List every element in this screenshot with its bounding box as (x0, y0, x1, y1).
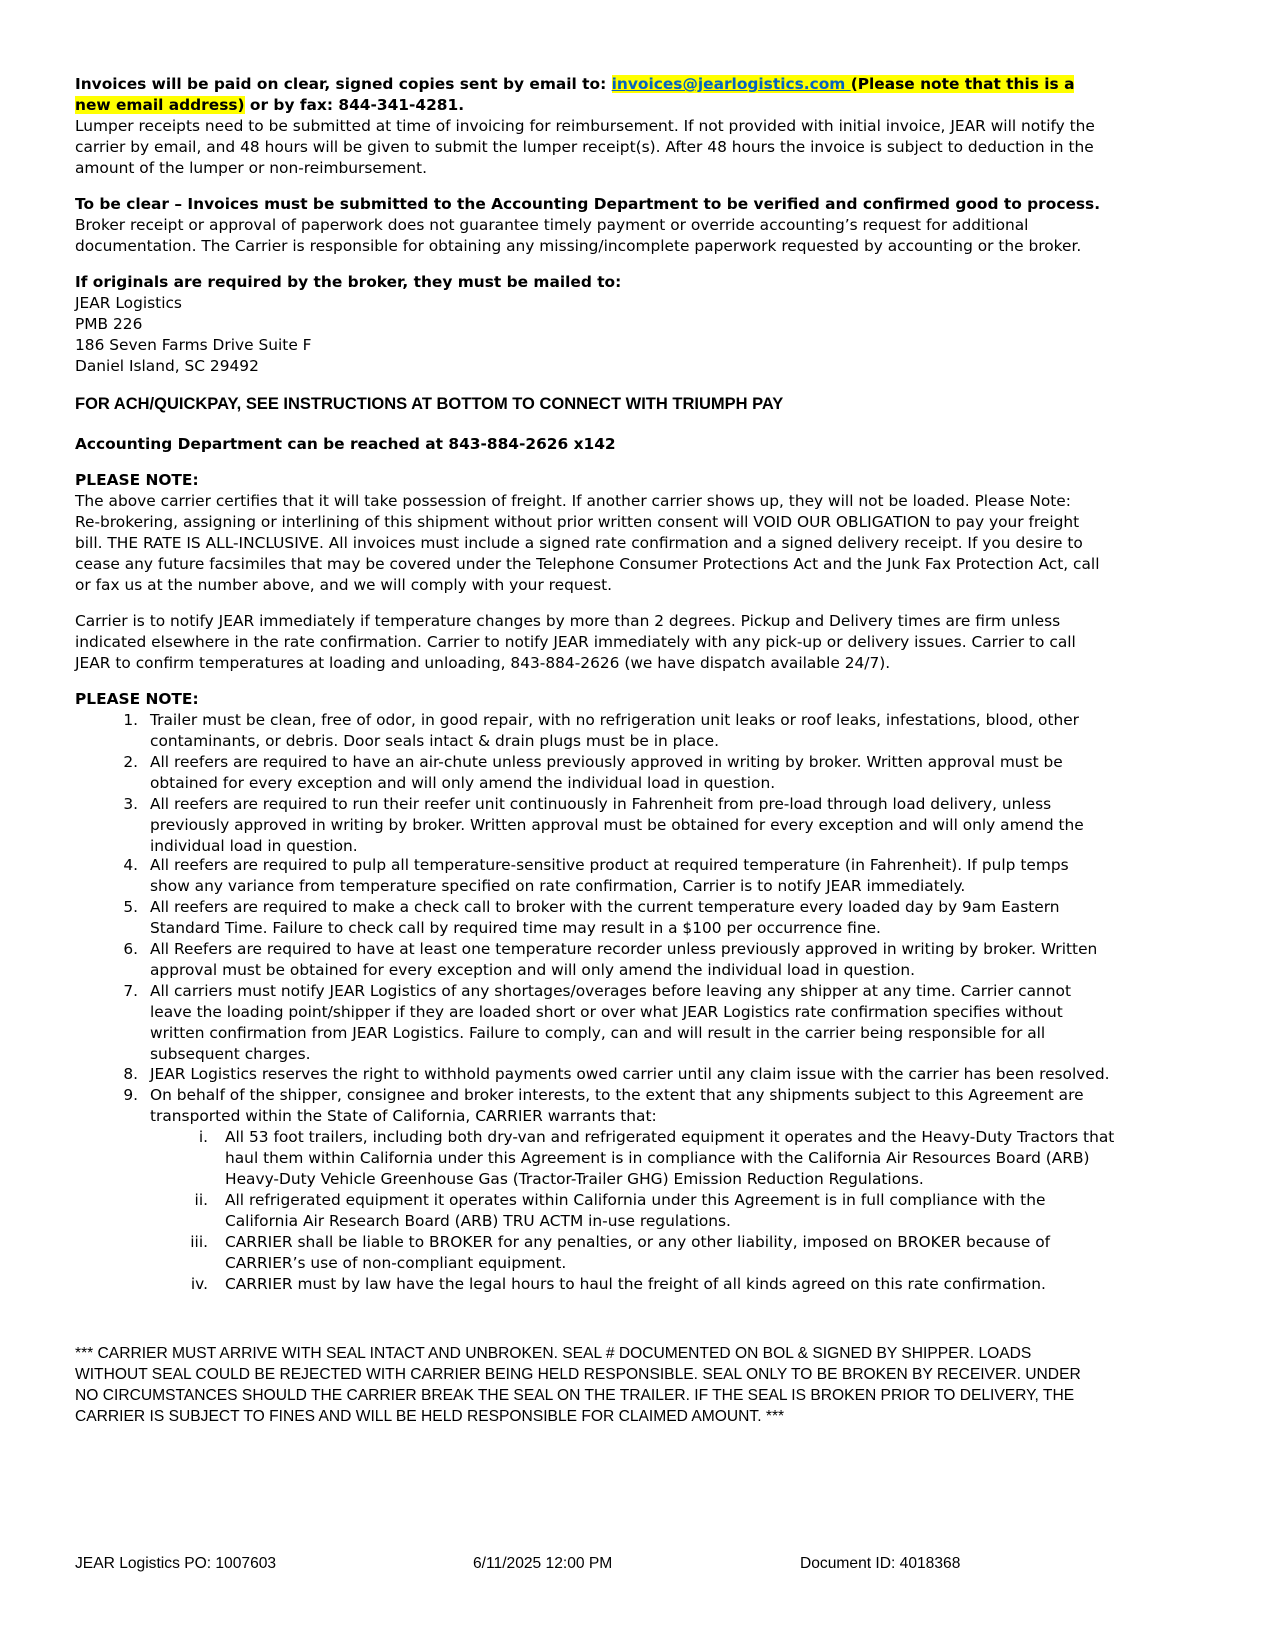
sub-item-line: haul them within California under this Agreement is in compliance with the California Air Resources Board (ARB) (225, 1149, 1090, 1167)
invoice-line-1 (75, 73, 1074, 95)
invoice-lead: Invoices will be paid on clear, signed copies sent by email to: (75, 75, 612, 93)
list-number: 1. (123, 711, 138, 729)
sub-item-line: California Air Research Board (ARB) TRU ACTM in-use regulations. (225, 1212, 731, 1230)
seal-notice-line: CARRIER IS SUBJECT TO FINES AND WILL BE HELD RESPONSIBLE FOR CLAIMED AMOUNT. *** (75, 1408, 785, 1425)
note-line: cease any future facsimiles that may be covered under the Telephone Consumer Protections Act and the Junk Fax Protection Act, call (75, 555, 1100, 573)
lumper-line: carrier by email, and 48 hours will be given to submit the lumper receipt(s). After 48 hours the invoice is subject to deduction in the (75, 138, 1094, 156)
list-item-line: contaminants, or debris. Door seals intact & drain plugs must be in place. (150, 732, 719, 750)
footer-datetime: 6/11/2025 12:00 PM (473, 1555, 613, 1572)
invoice-line-2 (75, 94, 464, 116)
sub-item-line: All refrigerated equipment it operates within California under this Agreement is in full compliance with the (225, 1191, 1046, 1209)
roman-number: iii. (190, 1233, 208, 1251)
temperature-line: Carrier is to notify JEAR immediately if temperature changes by more than 2 degrees. Pickup and Delivery times are firm unless (75, 612, 1061, 630)
temperature-line: JEAR to confirm temperatures at loading and unloading, 843-884-2626 (we have dispatch available 24/7). (75, 654, 891, 672)
lumper-line: Lumper receipts need to be submitted at time of invoicing for reimbursement. If not provided with initial invoice, JEAR will notify the (75, 117, 1095, 135)
list-number: 9. (123, 1086, 138, 1104)
lumper-line: amount of the lumper or non-reimbursement. (75, 159, 427, 177)
list-item-line: All reefers are required to make a check call to broker with the current temperature every loaded day by 9am Eastern (150, 898, 1060, 916)
clear-heading: To be clear – Invoices must be submitted to the Accounting Department to be verified and confirmed good to process. (75, 195, 1101, 213)
clear-line: Broker receipt or approval of paperwork does not guarantee timely payment or override accounting’s request for additional (75, 216, 1029, 234)
list-number: 6. (123, 940, 138, 958)
list-item-line: All reefers are required to run their reefer unit continuously in Fahrenheit from pre-load through load delivery, unless (150, 795, 1052, 813)
list-item-line: show any variance from temperature specified on rate confirmation, Carrier is to notify JEAR immediately. (150, 877, 966, 895)
invoice-note-b: new email address) (75, 96, 245, 114)
roman-number: iv. (190, 1275, 208, 1293)
list-item-line: JEAR Logistics reserves the right to withhold payments owed carrier until any claim issue with the carrier has been resolved. (150, 1065, 1110, 1083)
list-item-line: individual load in question. (150, 837, 358, 855)
please-note-heading: PLEASE NOTE: (75, 690, 199, 708)
list-item-line: approval must be obtained for every exception and will only amend the individual load in question. (150, 961, 915, 979)
please-note-heading: PLEASE NOTE: (75, 471, 199, 489)
address-line: 186 Seven Farms Drive Suite F (75, 336, 312, 354)
roman-number: ii. (194, 1191, 208, 1209)
list-item-line: Standard Time. Failure to check call by required time may result in a $100 per occurrence fine. (150, 919, 881, 937)
list-number: 5. (123, 898, 138, 916)
originals-heading: If originals are required by the broker, they must be mailed to: (75, 273, 622, 291)
ach-instruction: FOR ACH/QUICKPAY, SEE INSTRUCTIONS AT BOTTOM TO CONNECT WITH TRIUMPH PAY (75, 395, 784, 413)
sub-item-line: Heavy-Duty Vehicle Greenhouse Gas (Tractor-Trailer GHG) Emission Reduction Regulations. (225, 1170, 924, 1188)
address-line: PMB 226 (75, 315, 143, 333)
list-item-line: obtained for every exception and will only amend the individual load in question. (150, 774, 776, 792)
footer-po: JEAR Logistics PO: 1007603 (75, 1555, 277, 1572)
list-item-line: All carriers must notify JEAR Logistics of any shortages/overages before leaving any shipper at any time. Carrier cannot (150, 982, 1071, 1000)
list-item-line: All reefers are required to have an air-chute unless previously approved in writing by broker. Written approval must be (150, 753, 1063, 771)
accounting-contact: Accounting Department can be reached at 843-884-2626 x142 (75, 435, 616, 453)
address-line: Daniel Island, SC 29492 (75, 357, 259, 375)
note-line: The above carrier certifies that it will take possession of freight. If another carrier shows up, they will not be loaded. Please Note: (75, 492, 1071, 510)
seal-notice-line: WITHOUT SEAL COULD BE REJECTED WITH CARRIER BEING HELD RESPONSIBLE. SEAL ONLY TO BE BROKEN BY RECEIVER. UNDER (75, 1366, 1081, 1383)
note-line: or fax us at the number above, and we will comply with your request. (75, 576, 613, 594)
seal-notice-line: NO CIRCUMSTANCES SHOULD THE CARRIER BREAK THE SEAL ON THE TRAILER. IF THE SEAL IS BROKEN PRIOR TO DELIVERY, THE (75, 1387, 1075, 1404)
list-item-line: previously approved in writing by broker. Written approval must be obtained for every exception and will only amend the (150, 816, 1084, 834)
sub-item-line: All 53 foot trailers, including both dry-van and refrigerated equipment it operates and the Heavy-Duty Tractors that (225, 1128, 1115, 1146)
list-item-line: All reefers are required to pulp all temperature-sensitive product at required temperature (in Fahrenheit). If pulp temps (150, 856, 1069, 874)
list-number: 3. (123, 795, 138, 813)
list-item-line: All Reefers are required to have at least one temperature recorder unless previously approved in writing by broker. Written (150, 940, 1098, 958)
list-item-line: leave the loading point/shipper if they are loaded short or over what JEAR Logistics rate confirmation specifies without (150, 1003, 1063, 1021)
list-number: 7. (123, 982, 138, 1000)
list-number: 8. (123, 1065, 138, 1083)
temperature-line: indicated elsewhere in the rate confirmation. Carrier to notify JEAR immediately with any pick-up or delivery issues. Carrier to call (75, 633, 1076, 651)
sub-item-line: CARRIER’s use of non-compliant equipment. (225, 1254, 567, 1272)
list-item-line: Trailer must be clean, free of odor, in good repair, with no refrigeration unit leaks or roof leaks, infestations, blood, other (150, 711, 1079, 729)
footer-document-id: Document ID: 4018368 (800, 1555, 961, 1572)
sub-item-line: CARRIER shall be liable to BROKER for any penalties, or any other liability, imposed on BROKER because of (225, 1233, 1051, 1251)
list-item-line: subsequent charges. (150, 1045, 311, 1063)
list-item-line: transported within the State of California, CARRIER warrants that: (150, 1107, 657, 1125)
invoice-fax: or by fax: 844-341-4281. (244, 96, 465, 114)
roman-number: i. (198, 1128, 208, 1146)
address-line: JEAR Logistics (75, 294, 182, 312)
invoice-note-a: (Please note that this is a (850, 75, 1075, 93)
list-item-line: On behalf of the shipper, consignee and broker interests, to the extent that any shipments subject to this Agreement are (150, 1086, 1084, 1104)
list-item-line: written confirmation from JEAR Logistics. Failure to comply, can and will result in the carrier being responsible for all (150, 1024, 1046, 1042)
list-number: 4. (123, 856, 138, 874)
list-number: 2. (123, 753, 138, 771)
note-line: bill. THE RATE IS ALL-INCLUSIVE. All invoices must include a signed rate confirmation and a signed delivery receipt. If you desire to (75, 534, 1083, 552)
invoice-email-link[interactable]: invoices@jearlogistics.com (611, 75, 851, 93)
sub-item-line: CARRIER must by law have the legal hours to haul the freight of all kinds agreed on this rate confirmation. (225, 1275, 1046, 1293)
clear-line: documentation. The Carrier is responsible for obtaining any missing/incomplete paperwork requested by accounting or the broker. (75, 237, 1082, 255)
note-line: Re-brokering, assigning or interlining of this shipment without prior written consent will VOID OUR OBLIGATION to pay your freight (75, 513, 1080, 531)
seal-notice-line: *** CARRIER MUST ARRIVE WITH SEAL INTACT AND UNBROKEN. SEAL # DOCUMENTED ON BOL & SIGNED BY SHIPPER. LOADS (75, 1345, 1032, 1362)
